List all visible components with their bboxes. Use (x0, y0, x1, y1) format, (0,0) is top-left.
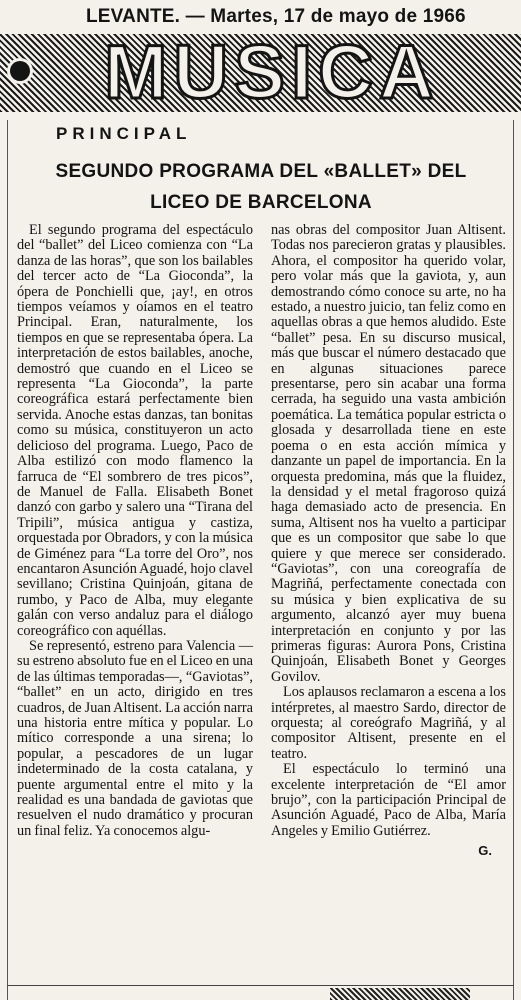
bullet-dot (10, 61, 30, 81)
author-signature: G. (478, 843, 492, 859)
article-column-right (271, 223, 506, 983)
body-paragraph: nas obras del compositor Juan Altisent. Todas nos parecieron gratas y plausibles. Ahora, el compositor ha querido volar, pero volar más que la gaviota, y, aun demostrando cómo conoce su arte, no ha estado, a nuestro juicio, tan feliz como en aquellas obras a que hemos aludido. Este “ballet” pesa. En su discurso musical, más que buscar el número destacado que en algunas situaciones parece presentarse, pero sin acabar una forma cerrada, ha seguido una vasta ambición poemática. La temática popular estricta o glosada y desarrollada tiene en este poema o en esta acción mímica y danzante un papel de importancia. En la orquesta predomina, más que la fluidez, la densidad y el metal fragoroso quizá haga demasiado acto de presencia. En suma, Altisent nos ha vuelto a participar que es un compositor que sabe lo que quiere y que merece ser considerado. “Gaviotas”, con una coreografía de Magriñá, perfectamente conectada con su música y bien explicativa de su argumento, alcanzó ayer muy buena interpretación en conjunto y por las primeras figuras: Aurora Pons, Cristina Quinjoán, Elisabeth Bonet y Georges Govilov. (271, 222, 506, 685)
next-article-fragment (330, 988, 470, 1000)
headline-line-2: LICEO DE BARCELONA (150, 192, 372, 213)
article-kicker: PRINCIPAL (56, 124, 192, 143)
section-banner (0, 30, 521, 115)
article-headline (26, 156, 496, 218)
newspaper-dateline: LEVANTE. — Martes, 17 de mayo de 1966 (86, 6, 466, 27)
article-bottom-rule (7, 985, 514, 986)
article-column-left (17, 223, 253, 983)
column-border-left (7, 120, 8, 1000)
section-title: MUSICA (104, 30, 440, 115)
body-paragraph: Los aplausos reclamaron a escena a los intérpretes, al maestro Sardo, director de orquesta; al coreógrafo Magriñá, y al compositor Altisent, presente en el teatro. (271, 684, 506, 762)
headline-line-1: SEGUNDO PROGRAMA DEL «BALLET» DEL (55, 161, 467, 182)
body-paragraph: El segundo programa del espectáculo del “ballet” del Liceo comienza con “La danza de las horas”, que son los bailables del tercer acto de “La Gioconda”, la ópera de Ponchielli que, ¡ay!, en otros tiempos veíamos y oíamos en el teatro Principal. Eran, naturalmente, los tiempos en que se representaba ópera. La interpretación de estos bailables, anoche, demostró que cuando en el Liceo se representa “La Gioconda”, la parte coreográfica estará perfectamente bien servida. Anoche estas danzas, tan bonitas como su música, constituyeron un acto delicioso del programa. Luego, Paco de Alba estilizó con modo flamenco la farruca de “El sombrero de tres picos”, de Manuel de Falla. Elisabeth Bonet danzó con garbo y salero una “Tirana del Tripili”, música antigua y castiza, orquestada por Obradors, y con la música de Giménez para “La torre del Oro”, nos encantaron Asunción Aguadé, hojo clavel sevillano; Cristina Quinjoán, gitana de rumbo, y Paco de Alba, muy elegante galán con verso andaluz para el diálogo coreográfico con aquéllas. (17, 222, 253, 639)
column-border-right (513, 120, 514, 1000)
body-paragraph: Se representó, estreno para Valencia —su estreno absoluto fue en el Liceo en una de las últimas temporadas—, “Gaviotas”, “ballet” en un acto, dirigido en tres cuadros, de Juan Altisent. La acción narra una historia entre mítica y popular. Lo mítico corresponde a una sirena; lo popular, a pescadores de un lugar indeterminado de la costa catalana, y puente argumental entre el mito y la realidad es una bandada de gaviotas que resuelven el nudo dramático y procuran un final feliz. Ya conocemos algu- (17, 637, 253, 839)
body-paragraph: El espectáculo lo terminó una excelente interpretación de “El amor brujo”, con la participación Principal de Asunción Aguadé, Paco de Alba, María Angeles y Emilio Gutiérrez. (271, 761, 506, 839)
